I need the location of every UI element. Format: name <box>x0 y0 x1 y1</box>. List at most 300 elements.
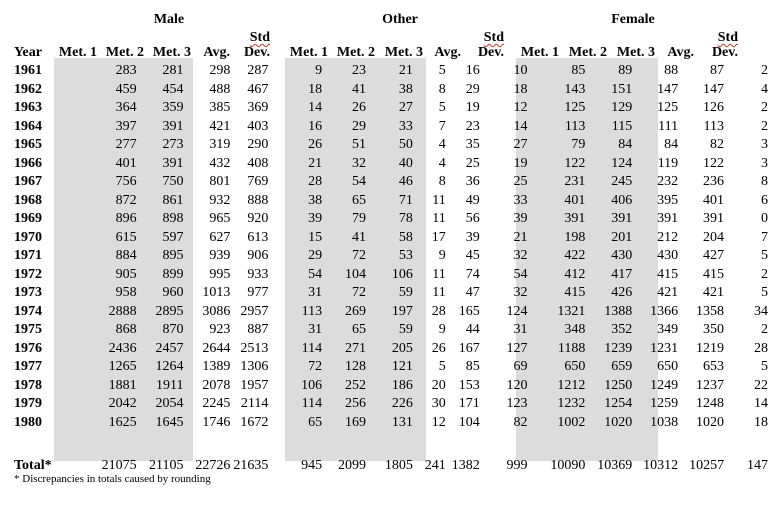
male-std-cell: 945 <box>301 458 323 473</box>
female-met1-cell: 391 <box>564 211 586 226</box>
female-met3-cell: 1249 <box>650 377 679 393</box>
other-met2-cell: 50 <box>398 137 413 152</box>
female-met3-cell: 125 <box>657 100 679 115</box>
male-avg-cell: 920 <box>247 211 269 226</box>
male-std-cell: 114 <box>301 396 323 411</box>
other-met3-cell: 17 <box>431 229 446 245</box>
table-row <box>0 414 768 433</box>
male-met2-cell: 2895 <box>155 303 184 319</box>
male-std-cell: 14 <box>308 100 323 115</box>
female-avg-cell: 126 <box>703 100 725 115</box>
other-avg-cell: 85 <box>465 359 480 374</box>
male-met2-cell: 899 <box>162 266 184 282</box>
std-label-female-bottom: Dev. <box>711 45 738 60</box>
male-met1-cell: 401 <box>115 155 137 171</box>
female-met3-cell: 1231 <box>650 340 679 356</box>
spacer-cell <box>52 414 90 433</box>
other-avg-cell: 167 <box>458 340 480 356</box>
male-met3-cell: 298 <box>209 63 231 78</box>
std-label-female-top: Std <box>717 30 738 45</box>
male-met2-cell: 861 <box>162 192 184 208</box>
female-met1-cell: 415 <box>564 285 586 300</box>
other-avg-cell: 74 <box>465 266 480 282</box>
year-cell: 1979 <box>14 396 42 411</box>
other-met3-cell: 12 <box>431 414 446 430</box>
spacer-cell <box>52 303 90 322</box>
header-male-met1: Met. 1 <box>58 45 97 60</box>
table-row <box>0 192 768 211</box>
spacer-cell <box>52 395 90 414</box>
male-met2-cell: 359 <box>162 100 184 115</box>
header-other-met3: Met. 3 <box>384 45 423 60</box>
male-met3-cell: 385 <box>209 100 231 115</box>
year-cell: 1974 <box>14 303 42 319</box>
year-cell: 1970 <box>14 229 42 245</box>
year-cell: 1967 <box>14 174 42 189</box>
female-std-cell: 5 <box>761 359 768 374</box>
male-std-cell: 15 <box>308 229 323 245</box>
female-met3-cell: 10312 <box>643 458 679 473</box>
other-std-cell: 18 <box>513 81 528 97</box>
female-met2-cell: 245 <box>611 174 633 189</box>
male-met2-cell: 898 <box>162 211 184 226</box>
female-met2-cell: 124 <box>611 155 633 171</box>
female-std-cell: 6 <box>761 192 768 208</box>
other-avg-cell: 45 <box>465 248 480 263</box>
other-met1-cell: 72 <box>352 285 367 300</box>
table-row <box>0 210 768 229</box>
female-met1-cell: 1232 <box>557 396 586 411</box>
male-met2-cell: 391 <box>162 155 184 171</box>
other-std-cell: 32 <box>513 248 528 263</box>
female-avg-cell: 1020 <box>696 414 725 430</box>
other-met3-cell: 241 <box>424 458 446 473</box>
table-row <box>0 321 768 340</box>
table-row <box>0 377 768 396</box>
female-met3-cell: 147 <box>657 81 679 97</box>
female-avg-cell: 1237 <box>696 377 725 393</box>
female-met3-cell: 111 <box>658 118 679 134</box>
female-avg-cell: 204 <box>703 229 725 245</box>
male-avg-cell: 769 <box>247 174 269 189</box>
male-std-cell: 54 <box>308 266 323 282</box>
female-met3-cell: 1038 <box>650 414 679 430</box>
male-met2-cell: 1264 <box>155 359 184 374</box>
other-met2-cell: 71 <box>398 192 413 208</box>
male-met3-cell: 432 <box>209 155 231 171</box>
male-std-cell: 106 <box>301 377 323 393</box>
other-met1-cell: 104 <box>345 266 367 282</box>
table-row <box>0 284 768 303</box>
female-met2-cell: 115 <box>611 118 633 134</box>
female-met1-cell: 85 <box>571 63 586 78</box>
table-row <box>0 136 768 155</box>
male-std-cell: 29 <box>308 248 323 263</box>
female-std-cell: 0 <box>761 211 768 226</box>
other-met2-cell: 106 <box>391 266 413 282</box>
female-met3-cell: 232 <box>657 174 679 189</box>
other-std-cell: 14 <box>513 118 528 134</box>
other-met1-cell: 51 <box>352 137 367 152</box>
male-met2-cell: 895 <box>162 248 184 263</box>
other-met3-cell: 30 <box>431 396 446 411</box>
male-met1-cell: 277 <box>115 137 137 152</box>
other-met2-cell: 121 <box>391 359 413 374</box>
male-avg-cell: 403 <box>247 118 269 134</box>
female-met3-cell: 650 <box>657 359 679 374</box>
footnote: * Discrepancies in totals caused by rounding <box>14 473 211 485</box>
other-std-cell: 123 <box>506 396 528 411</box>
male-avg-cell: 21635 <box>233 458 269 473</box>
female-met3-cell: 84 <box>664 137 679 152</box>
other-avg-cell: 171 <box>458 396 480 411</box>
male-met2-cell: 454 <box>162 81 184 97</box>
other-std-cell: 31 <box>513 322 528 337</box>
spacer-cell <box>52 210 90 229</box>
table-row <box>0 155 768 174</box>
std-label-male-bottom: Dev. <box>243 45 270 60</box>
female-avg-cell: 653 <box>703 359 725 374</box>
other-met3-cell: 8 <box>438 81 446 97</box>
female-met3-cell: 421 <box>657 285 679 300</box>
female-avg-cell: 87 <box>710 63 725 78</box>
spacer-cell <box>52 340 90 359</box>
male-met3-cell: 1013 <box>202 285 231 300</box>
other-met2-cell: 21 <box>398 63 413 78</box>
other-met3-cell: 7 <box>438 118 446 134</box>
female-met2-cell: 659 <box>611 359 633 374</box>
male-std-cell: 65 <box>308 414 323 430</box>
year-cell: 1969 <box>14 211 42 226</box>
other-met2-cell: 1805 <box>384 458 413 473</box>
female-met3-cell: 88 <box>664 63 679 78</box>
year-cell: 1961 <box>14 63 42 78</box>
table-row <box>0 99 768 118</box>
other-met1-cell: 26 <box>352 100 367 115</box>
male-met3-cell: 319 <box>209 137 231 152</box>
year-cell: 1972 <box>14 266 42 282</box>
group-title-female: Female <box>611 12 655 27</box>
table-row <box>0 118 768 137</box>
other-met3-cell: 9 <box>438 322 446 337</box>
table-row <box>0 395 768 414</box>
other-met2-cell: 197 <box>391 303 413 319</box>
female-met2-cell: 151 <box>611 81 633 97</box>
header-male-avg: Avg. <box>203 45 230 60</box>
female-met1-cell: 650 <box>564 359 586 374</box>
male-std-cell: 72 <box>308 359 323 374</box>
male-std-cell: 26 <box>308 137 323 152</box>
other-met1-cell: 256 <box>345 396 367 411</box>
spacer-cell <box>52 99 90 118</box>
female-met1-cell: 348 <box>564 322 586 337</box>
female-std-cell: 3 <box>761 137 768 152</box>
table-row <box>0 247 768 266</box>
female-met2-cell: 89 <box>618 63 633 78</box>
male-avg-cell: 1672 <box>240 414 269 430</box>
male-std-cell: 28 <box>308 174 323 189</box>
male-met3-cell: 932 <box>209 192 231 208</box>
other-avg-cell: 1382 <box>451 458 480 473</box>
other-met3-cell: 26 <box>431 340 446 356</box>
male-met3-cell: 1389 <box>202 359 231 374</box>
other-met2-cell: 38 <box>398 81 413 97</box>
other-met1-cell: 23 <box>352 63 367 78</box>
spacer-cell <box>52 136 90 155</box>
other-met1-cell: 128 <box>345 359 367 374</box>
female-met2-cell: 1250 <box>604 377 633 393</box>
other-met1-cell: 65 <box>352 192 367 208</box>
male-std-cell: 39 <box>308 211 323 226</box>
female-met1-cell: 1212 <box>557 377 586 393</box>
male-std-cell: 18 <box>308 81 323 97</box>
male-met1-cell: 615 <box>115 229 137 245</box>
spacer-cell <box>52 321 90 340</box>
other-std-cell: 82 <box>513 414 528 430</box>
table-row <box>0 229 768 248</box>
female-met3-cell: 395 <box>657 192 679 208</box>
female-std-cell: 2 <box>761 322 768 337</box>
table-row <box>0 173 768 192</box>
male-std-cell: 113 <box>301 303 323 319</box>
male-avg-cell: 369 <box>247 100 269 115</box>
other-met2-cell: 53 <box>398 248 413 263</box>
male-met1-cell: 283 <box>115 63 137 78</box>
male-met2-cell: 2457 <box>155 340 184 356</box>
table-row <box>0 358 768 377</box>
other-avg-cell: 47 <box>465 285 480 300</box>
male-met1-cell: 756 <box>115 174 137 189</box>
other-met3-cell: 5 <box>438 100 446 115</box>
female-met2-cell: 1020 <box>604 414 633 430</box>
male-met1-cell: 896 <box>115 211 137 226</box>
spacer-cell <box>52 173 90 192</box>
other-std-cell: 999 <box>506 458 528 473</box>
female-met1-cell: 422 <box>564 248 586 263</box>
year-cell: 1977 <box>14 359 42 374</box>
table-row <box>0 81 768 100</box>
female-avg-cell: 401 <box>703 192 725 208</box>
year-cell: 1968 <box>14 192 42 208</box>
female-std-cell: 2 <box>761 118 768 134</box>
other-met1-cell: 271 <box>345 340 367 356</box>
female-std-cell: 3 <box>761 155 768 171</box>
year-cell: 1963 <box>14 100 42 115</box>
female-met3-cell: 212 <box>657 229 679 245</box>
other-std-cell: 124 <box>506 303 528 319</box>
spacer-cell <box>52 358 90 377</box>
other-avg-cell: 49 <box>465 192 480 208</box>
female-met2-cell: 10369 <box>597 458 633 473</box>
male-met1-cell: 364 <box>115 100 137 115</box>
female-met3-cell: 391 <box>657 211 679 226</box>
other-met2-cell: 59 <box>398 285 413 300</box>
other-met3-cell: 5 <box>438 63 446 78</box>
male-met3-cell: 2078 <box>202 377 231 393</box>
other-met1-cell: 252 <box>345 377 367 393</box>
other-met1-cell: 169 <box>345 414 367 430</box>
male-avg-cell: 287 <box>247 63 269 78</box>
female-std-cell: 2 <box>761 100 768 115</box>
male-met2-cell: 21105 <box>149 458 184 473</box>
other-met3-cell: 11 <box>432 285 446 300</box>
female-avg-cell: 415 <box>703 266 725 282</box>
female-met1-cell: 1321 <box>557 303 586 319</box>
female-met2-cell: 84 <box>618 137 633 152</box>
male-met2-cell: 597 <box>162 229 184 245</box>
female-avg-cell: 421 <box>703 285 725 300</box>
male-met1-cell: 459 <box>115 81 137 97</box>
male-met3-cell: 1746 <box>202 414 231 430</box>
other-met1-cell: 41 <box>352 81 367 97</box>
header-year: Year <box>14 45 42 60</box>
group-title-male: Male <box>153 12 185 27</box>
spacer-cell <box>52 284 90 303</box>
other-met1-cell: 54 <box>352 174 367 189</box>
male-met1-cell: 397 <box>115 118 137 134</box>
male-met3-cell: 22726 <box>195 458 231 473</box>
female-avg-cell: 427 <box>703 248 725 263</box>
other-avg-cell: 56 <box>465 211 480 226</box>
female-std-cell: 28 <box>754 340 768 356</box>
male-met3-cell: 3086 <box>202 303 231 319</box>
male-std-cell: 31 <box>308 285 323 300</box>
female-std-cell: 5 <box>761 285 768 300</box>
male-avg-cell: 613 <box>247 229 269 245</box>
male-met2-cell: 281 <box>162 63 184 78</box>
year-cell: 1980 <box>14 414 42 430</box>
female-avg-cell: 236 <box>703 174 725 189</box>
other-met1-cell: 269 <box>345 303 367 319</box>
year-cell: 1965 <box>14 137 42 152</box>
other-avg-cell: 23 <box>465 118 480 134</box>
male-std-cell: 31 <box>308 322 323 337</box>
female-avg-cell: 1219 <box>696 340 725 356</box>
other-avg-cell: 44 <box>465 322 480 337</box>
year-cell: 1975 <box>14 322 42 337</box>
other-avg-cell: 19 <box>465 100 480 115</box>
table-row <box>0 62 768 81</box>
other-std-cell: 10 <box>513 63 528 78</box>
male-avg-cell: 906 <box>247 248 269 263</box>
male-std-cell: 9 <box>315 63 323 78</box>
male-met1-cell: 2436 <box>108 340 137 356</box>
other-avg-cell: 39 <box>465 229 480 245</box>
female-met2-cell: 201 <box>611 229 633 245</box>
female-met3-cell: 349 <box>657 322 679 337</box>
year-cell: 1978 <box>14 377 42 393</box>
other-avg-cell: 16 <box>465 63 480 78</box>
other-met2-cell: 186 <box>391 377 413 393</box>
male-avg-cell: 887 <box>247 322 269 337</box>
other-std-cell: 39 <box>513 211 528 226</box>
female-std-cell: 2 <box>761 266 768 282</box>
header-male-met3: Met. 3 <box>152 45 191 60</box>
female-std-cell: 34 <box>754 303 768 319</box>
female-std-cell: 147 <box>747 458 768 473</box>
male-met1-cell: 905 <box>115 266 137 282</box>
male-avg-cell: 290 <box>247 137 269 152</box>
female-avg-cell: 147 <box>703 81 725 97</box>
other-std-cell: 54 <box>513 266 528 282</box>
male-avg-cell: 467 <box>247 81 269 97</box>
female-met2-cell: 129 <box>611 100 633 115</box>
spacer-cell <box>52 229 90 248</box>
other-std-cell: 27 <box>513 137 528 152</box>
female-avg-cell: 122 <box>703 155 725 171</box>
male-met1-cell: 884 <box>115 248 137 263</box>
male-std-cell: 21 <box>308 155 323 171</box>
header-other-met2: Met. 2 <box>336 45 375 60</box>
spacer-cell <box>52 118 90 137</box>
header-male-met2: Met. 2 <box>105 45 144 60</box>
table-row <box>0 303 768 322</box>
other-std-cell: 12 <box>513 100 528 115</box>
female-avg-cell: 10257 <box>689 458 725 473</box>
female-met2-cell: 430 <box>611 248 633 263</box>
female-met2-cell: 426 <box>611 285 633 300</box>
male-met2-cell: 750 <box>162 174 184 189</box>
other-met1-cell: 32 <box>352 155 367 171</box>
female-met3-cell: 119 <box>657 155 679 171</box>
male-met1-cell: 1625 <box>108 414 137 430</box>
male-avg-cell: 2114 <box>240 396 269 411</box>
other-met3-cell: 11 <box>432 266 446 282</box>
female-met3-cell: 1366 <box>650 303 679 319</box>
male-met3-cell: 801 <box>209 174 231 189</box>
other-met1-cell: 41 <box>352 229 367 245</box>
male-avg-cell: 2513 <box>240 340 269 356</box>
male-met3-cell: 965 <box>209 211 231 226</box>
male-met1-cell: 872 <box>115 192 137 208</box>
other-met2-cell: 78 <box>398 211 413 226</box>
year-cell: 1971 <box>14 248 42 263</box>
male-met3-cell: 923 <box>209 322 231 337</box>
male-met2-cell: 870 <box>162 322 184 337</box>
table-row <box>0 266 768 285</box>
male-met3-cell: 421 <box>209 118 231 134</box>
male-met3-cell: 939 <box>209 248 231 263</box>
male-met1-cell: 1265 <box>108 359 137 374</box>
other-avg-cell: 35 <box>465 137 480 152</box>
spacer-cell <box>52 266 90 285</box>
other-std-cell: 33 <box>513 192 528 208</box>
female-std-cell: 8 <box>761 174 768 189</box>
female-met2-cell: 391 <box>611 211 633 226</box>
other-met3-cell: 4 <box>438 155 446 171</box>
male-avg-cell: 977 <box>247 285 269 300</box>
male-met2-cell: 273 <box>162 137 184 152</box>
total-label: Total* <box>14 458 52 473</box>
other-met2-cell: 59 <box>398 322 413 337</box>
other-avg-cell: 104 <box>458 414 480 430</box>
year-cell: 1973 <box>14 285 42 300</box>
other-met2-cell: 205 <box>391 340 413 356</box>
female-std-cell: 2 <box>761 63 768 78</box>
spacer-cell <box>52 62 90 81</box>
other-std-cell: 69 <box>513 359 528 374</box>
other-std-cell: 19 <box>513 155 528 171</box>
other-met2-cell: 58 <box>398 229 413 245</box>
male-met2-cell: 1911 <box>156 377 184 393</box>
male-std-cell: 16 <box>308 118 323 134</box>
header-female-met3: Met. 3 <box>616 45 655 60</box>
other-avg-cell: 36 <box>465 174 480 189</box>
other-met1-cell: 2099 <box>338 458 367 473</box>
female-met1-cell: 79 <box>571 137 586 152</box>
female-std-cell: 4 <box>761 81 768 97</box>
male-met1-cell: 1881 <box>108 377 137 393</box>
